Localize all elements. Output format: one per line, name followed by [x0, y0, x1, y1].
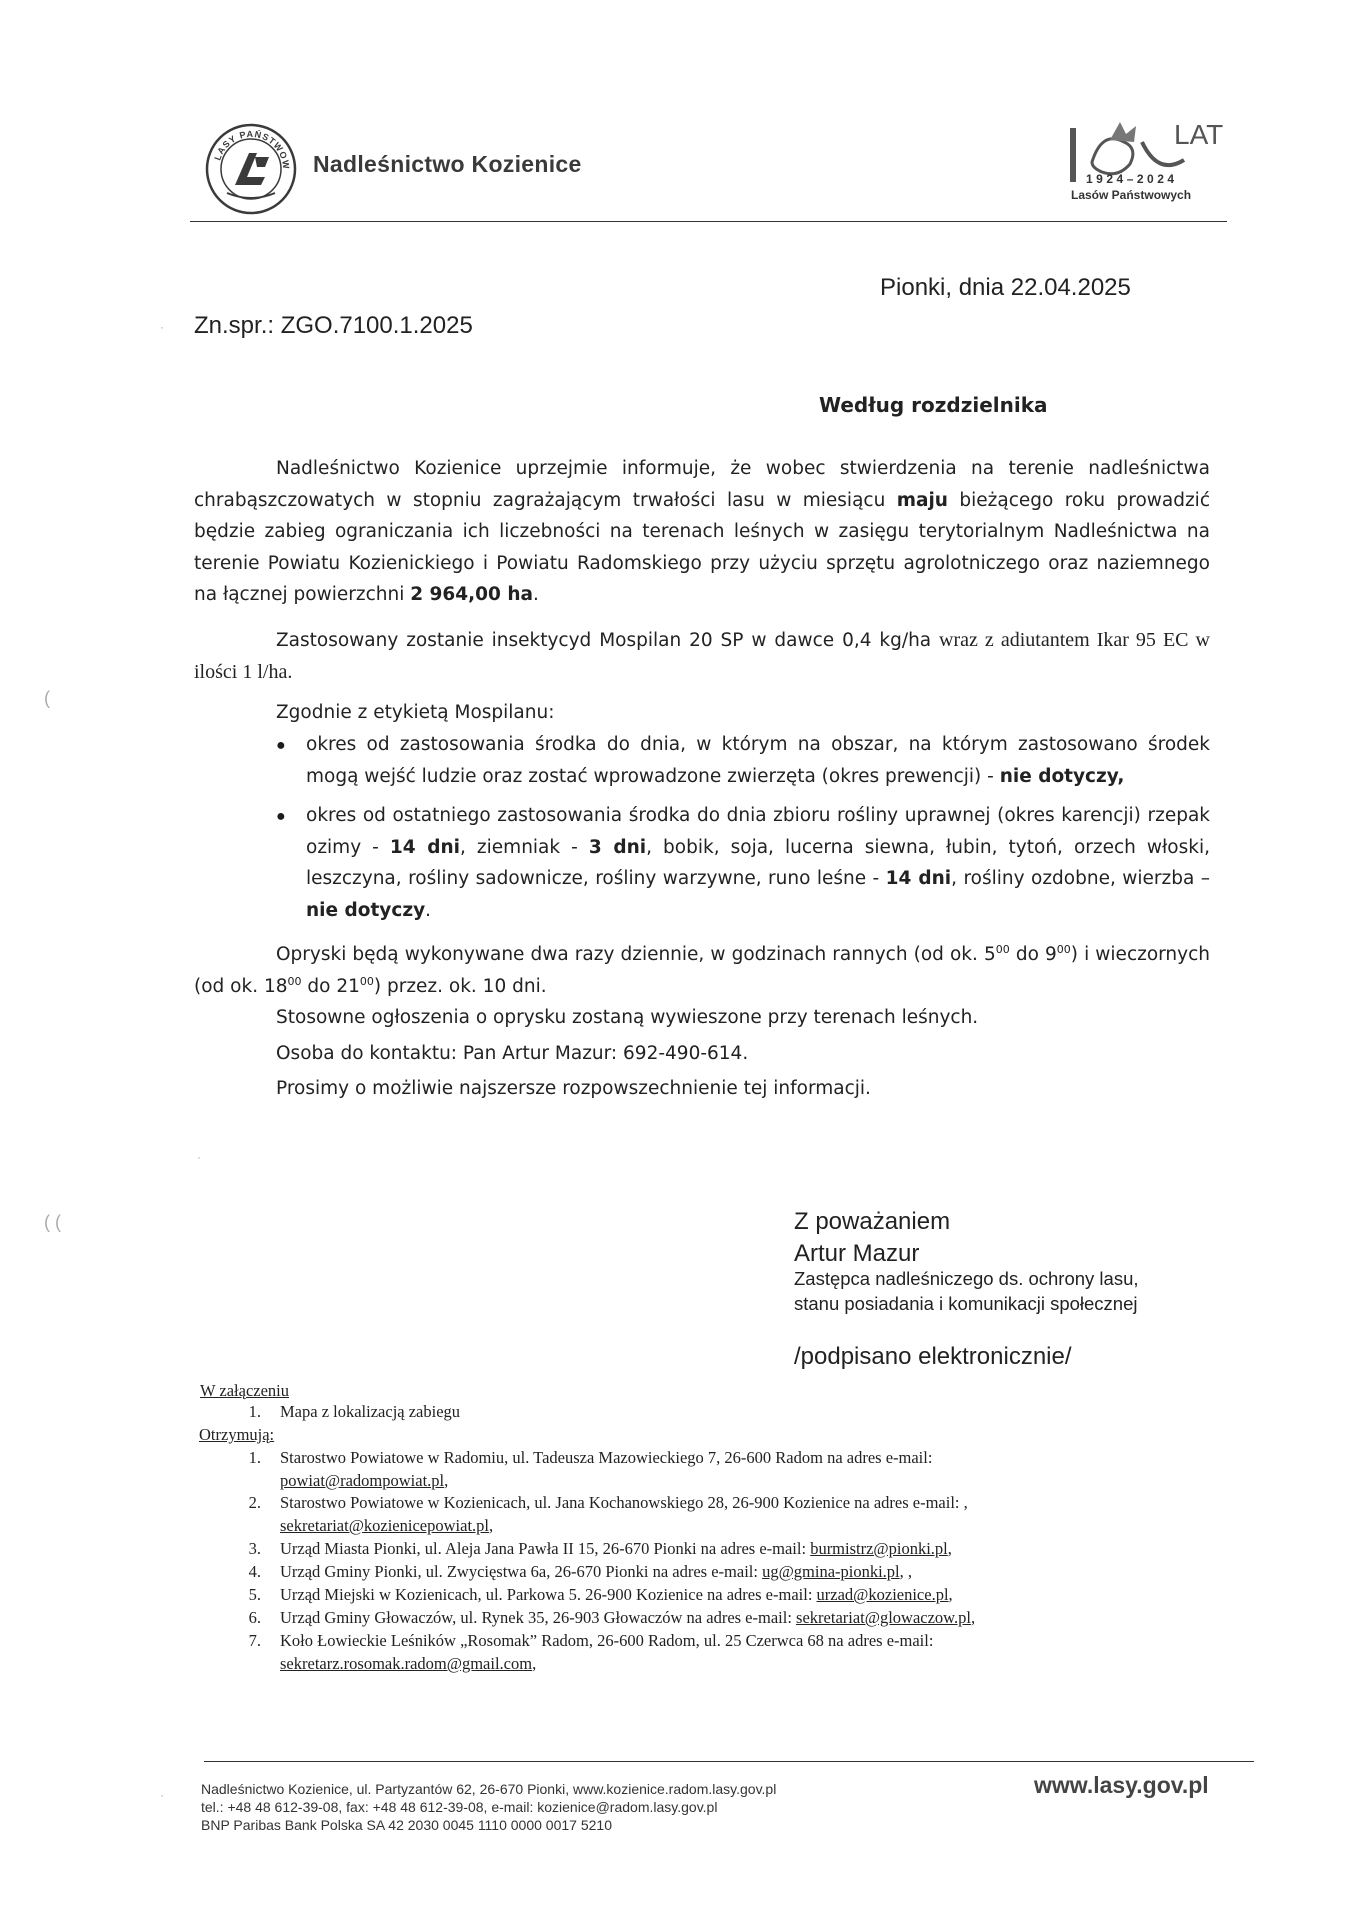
recipient-number: 1.	[248, 1448, 261, 1467]
attachment-number: 1.	[248, 1402, 261, 1421]
paragraph-insecticide: Zastosowany zostanie insektycyd Mospilan 20 SP w dawce 0,4 kg/ha wraz z adiutantem Ikar 95 EC w ilości 1 l/ha.	[194, 629, 1210, 683]
paragraph-label-intro: Zgodnie z etykietą Mospilanu:	[276, 702, 555, 723]
jubilee-years: 1924–2024	[1086, 172, 1178, 186]
footer-divider	[204, 1761, 1254, 1762]
scan-speck: (	[44, 688, 50, 708]
signature-title-line1: Zastępca nadleśniczego ds. ochrony lasu,	[794, 1268, 1139, 1289]
bullet-prevention-period: okres od zastosowania środka do dnia, w którym na obszar, na którym zastosowano środek mogą wejść ludzie oraz zostać wprowadzone zwierzęta (okres prewencji) - nie dotyczy,	[306, 734, 1210, 787]
paragraph-intro: Nadleśnictwo Kozienice uprzejmie informuje, że wobec stwierdzenia na terenie nadleśnictwa chrabąszczowatych w stopniu zagrażającym trwałości lasu w miesiącu maju bieżącego roku prowadzić będzie zabieg ograniczania ich liczebności na terenach leśnych w zasięgu terytorialnym Nadleśnictwa na terenie Powiatu Kozienickiego i Powiatu Radomskiego przy użyciu sprzętu agrolotniczego oraz naziemnego na łącznej powierzchni 2 964,00 ha.	[194, 458, 1210, 605]
recipient-item: Urząd Miasta Pionki, ul. Aleja Jana Pawła II 15, 26-670 Pionki na adres e-mail: burmistrz@pionki.pl,	[280, 1539, 952, 1558]
recipient-item: Koło Łowieckie Leśników „Rosomak” Radom, 26-600 Radom, ul. 25 Czerwca 68 na adres e-mail:	[280, 1631, 934, 1650]
recipient-email[interactable]: urzad@kozienice.pl	[816, 1585, 949, 1604]
scan-speck: ·	[160, 320, 164, 334]
paragraph-spray-times: Opryski będą wykonywane dwa razy dziennie, w godzinach rannych (od ok. $5^{00}$ do $9^{00}$) i wieczornych (od ok. $18^{00}$ do $21^{00}$) przez. ok. 10 dni.	[194, 943, 1210, 997]
jubilee-subtitle: Lasów Państwowych	[1071, 188, 1192, 202]
signature-title-line2: stanu posiadania i komunikacji społecznej	[794, 1293, 1138, 1314]
recipient-email[interactable]: sekretariat@kozienicepowiat.pl,	[280, 1516, 494, 1535]
lasy-panstwowe-logo	[205, 123, 297, 215]
paragraph-request: Prosimy o możliwie najszersze rozpowszechnienie tej informacji.	[276, 1078, 871, 1099]
recipient-email[interactable]: ug@gmina-pionki.pl	[762, 1562, 900, 1581]
header-divider	[190, 221, 1227, 222]
signature-name: Artur Mazur	[794, 1240, 920, 1267]
recipients-heading: Otrzymują:	[199, 1425, 275, 1444]
recipient-item: Starostwo Powiatowe w Radomiu, ul. Tadeusza Mazowieckiego 7, 26-600 Radom na adres e-mail:	[280, 1448, 933, 1467]
signature-electronic-note: /podpisano elektronicznie/	[794, 1343, 1072, 1370]
recipient-email[interactable]: sekretariat@glowaczow.pl	[796, 1608, 971, 1627]
scan-speck: ·	[197, 1150, 201, 1164]
svg-text:LASY PAŃSTWOWE: LASY PAŃSTWOW	[212, 128, 292, 171]
recipient-number: 5.	[248, 1585, 261, 1604]
footer-bank: BNP Paribas Bank Polska SA 42 2030 0045 1110 0000 0017 5210	[201, 1817, 612, 1833]
recipient-email[interactable]: burmistrz@pionki.pl	[810, 1539, 948, 1558]
recipient-item: Urząd Gminy Pionki, ul. Zwycięstwa 6a, 26-670 Pionki na adres e-mail: ug@gmina-pionki.pl, ,	[280, 1562, 913, 1581]
recipient-item: Urząd Miejski w Kozienicach, ul. Parkowa 5. 26-900 Kozienice na adres e-mail: urzad@kozienice.pl,	[280, 1585, 953, 1604]
footer-website[interactable]: www.lasy.gov.pl	[1034, 1772, 1209, 1798]
bullet-dot: ●	[276, 737, 286, 754]
attachment-item: Mapa z lokalizacją zabiegu	[280, 1402, 461, 1421]
attachments-heading: W załączeniu	[200, 1381, 290, 1400]
recipient-number: 2.	[248, 1493, 261, 1512]
scan-speck: ( (	[44, 1212, 61, 1232]
footer-contact: tel.: +48 48 612-39-08, fax: +48 48 612-39-08, e-mail: kozienice@radom.lasy.gov.pl	[201, 1799, 718, 1815]
signature-greeting: Z poważaniem	[794, 1208, 951, 1235]
recipient-number: 3.	[248, 1539, 261, 1558]
bullet-dot: ●	[276, 808, 286, 825]
case-reference: Zn.spr.: ZGO.7100.1.2025	[194, 312, 473, 339]
scan-speck: ·	[160, 1788, 164, 1802]
paragraph-contact: Osoba do kontaktu: Pan Artur Mazur: 692-490-614.	[276, 1043, 749, 1064]
recipient-number: 6.	[248, 1608, 261, 1627]
recipient-email[interactable]: sekretarz.rosomak.radom@gmail.com,	[280, 1654, 537, 1673]
svg-text:LAT: LAT	[1174, 119, 1224, 150]
footer-address: Nadleśnictwo Kozienice, ul. Partyzantów 62, 26-670 Pionki, www.kozienice.radom.lasy.gov.pl	[201, 1781, 777, 1797]
addressee-line: Według rozdzielnika	[819, 393, 1048, 417]
recipient-item: Starostwo Powiatowe w Kozienicach, ul. Jana Kochanowskiego 28, 26-900 Kozienice na adres e-mail: ,	[280, 1493, 968, 1512]
recipient-email[interactable]: powiat@radompowiat.pl,	[280, 1471, 449, 1490]
organization-name: Nadleśnictwo Kozienice	[313, 151, 582, 177]
recipient-number: 4.	[248, 1562, 261, 1581]
recipient-number: 7.	[248, 1631, 261, 1650]
document-date: Pionki, dnia 22.04.2025	[880, 274, 1131, 301]
paragraph-announcements: Stosowne ogłoszenia o oprysku zostaną wywieszone przy terenach leśnych.	[276, 1007, 979, 1028]
recipient-item: Urząd Gminy Głowaczów, ul. Rynek 35, 26-903 Głowaczów na adres e-mail: sekretariat@glowaczow.pl,	[280, 1608, 976, 1627]
bullet-harvest-period: okres od ostatniego zastosowania środka do dnia zbioru rośliny uprawnej (okres karencji) rzepak ozimy - 14 dni, ziemniak - 3 dni, bobik, soja, lucerna siewna, łubin, tytoń, orzech włoski, leszczyna, rośliny sadownicze, rośliny warzywne, runo leśne - 14 dni, rośliny ozdobne, wierzba – nie dotyczy.	[306, 805, 1211, 921]
